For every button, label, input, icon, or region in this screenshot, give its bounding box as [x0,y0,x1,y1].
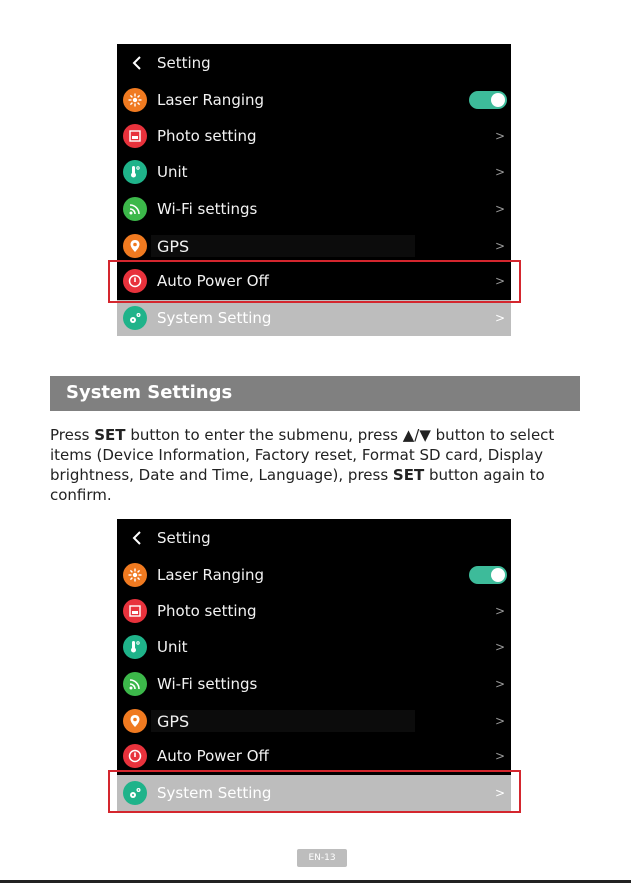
screen-header [117,519,511,557]
menu-item-label: System Setting [157,309,272,327]
menu-item-laser-ranging[interactable] [117,557,511,593]
photo-icon [123,124,147,148]
menu-item-unit[interactable] [117,629,511,665]
chevron-right-icon: > [494,165,505,179]
para-text-1: Press [50,426,95,444]
location-icon [123,234,147,258]
gps-label-background [151,235,415,257]
back-arrow-icon[interactable] [117,44,157,82]
photo-icon [123,599,147,623]
chevron-right-icon: > [494,202,505,216]
menu-item-gps[interactable] [117,228,511,264]
para-text-3: button again to confirm. [50,466,545,504]
set-keyword: SET [94,426,126,444]
back-arrow-icon[interactable] [117,519,157,557]
chevron-right-icon: > [494,714,505,728]
screen-title: Setting [157,54,211,72]
menu-item-label: System Setting [157,784,272,802]
menu-item-label: GPS [157,236,190,256]
thermometer-icon [123,160,147,184]
wifi-icon [123,672,147,696]
menu-item-label: Laser Ranging [157,566,265,584]
instruction-paragraph [50,425,590,505]
screen-header [117,44,511,82]
page-number: EN-13 [297,849,347,867]
location-icon [123,709,147,733]
menu-item-laser-ranging[interactable] [117,82,511,118]
set-keyword: SET [392,466,425,484]
toggle-knob [491,568,505,582]
menu-item-label: GPS [157,711,190,731]
chevron-right-icon: > [494,749,505,763]
menu-item-system-setting[interactable] [117,300,511,336]
menu-item-label: Unit [157,163,188,181]
menu-item-wi-fi-settings[interactable] [117,191,511,227]
menu-item-label: Laser Ranging [157,91,265,109]
menu-item-label: Auto Power Off [157,272,269,290]
gear-icon [123,306,147,330]
chevron-right-icon: > [494,274,505,288]
menu-item-gps[interactable] [117,703,511,739]
toggle-knob [491,93,505,107]
wifi-icon [123,197,147,221]
power-icon [123,744,147,768]
para-text-2: button to enter the submenu, press ▲/▼ button to select items (Device Information, Factory reset, Format SD card, Display brightness, Date and Time, Language), press [50,426,555,484]
menu-item-wi-fi-settings[interactable] [117,666,511,702]
menu-item-label: Auto Power Off [157,747,269,765]
section-header-bar [50,376,580,411]
menu-item-label: Wi-Fi settings [157,675,258,693]
highlight-box-2 [108,770,521,813]
chevron-right-icon: > [494,604,505,618]
gps-label-background [151,710,415,732]
settings-screen-2 [117,519,511,811]
laser-ranging-toggle[interactable] [469,91,507,109]
chevron-right-icon: > [494,239,505,253]
chevron-right-icon: > [494,677,505,691]
menu-item-auto-power-off[interactable] [117,738,511,774]
laser-icon [123,563,147,587]
thermometer-icon [123,635,147,659]
chevron-right-icon: > [494,786,505,800]
chevron-right-icon: > [494,129,505,143]
chevron-right-icon: > [494,640,505,654]
menu-item-label: Photo setting [157,602,257,620]
menu-item-unit[interactable] [117,154,511,190]
section-title: System Settings [66,382,233,403]
highlight-box-1 [108,260,521,303]
menu-item-label: Wi-Fi settings [157,200,258,218]
screen-title: Setting [157,529,211,547]
chevron-right-icon: > [494,311,505,325]
menu-item-label: Photo setting [157,127,257,145]
laser-ranging-toggle[interactable] [469,566,507,584]
menu-item-photo-setting[interactable] [117,118,511,154]
menu-item-photo-setting[interactable] [117,593,511,629]
menu-item-label: Unit [157,638,188,656]
laser-icon [123,88,147,112]
